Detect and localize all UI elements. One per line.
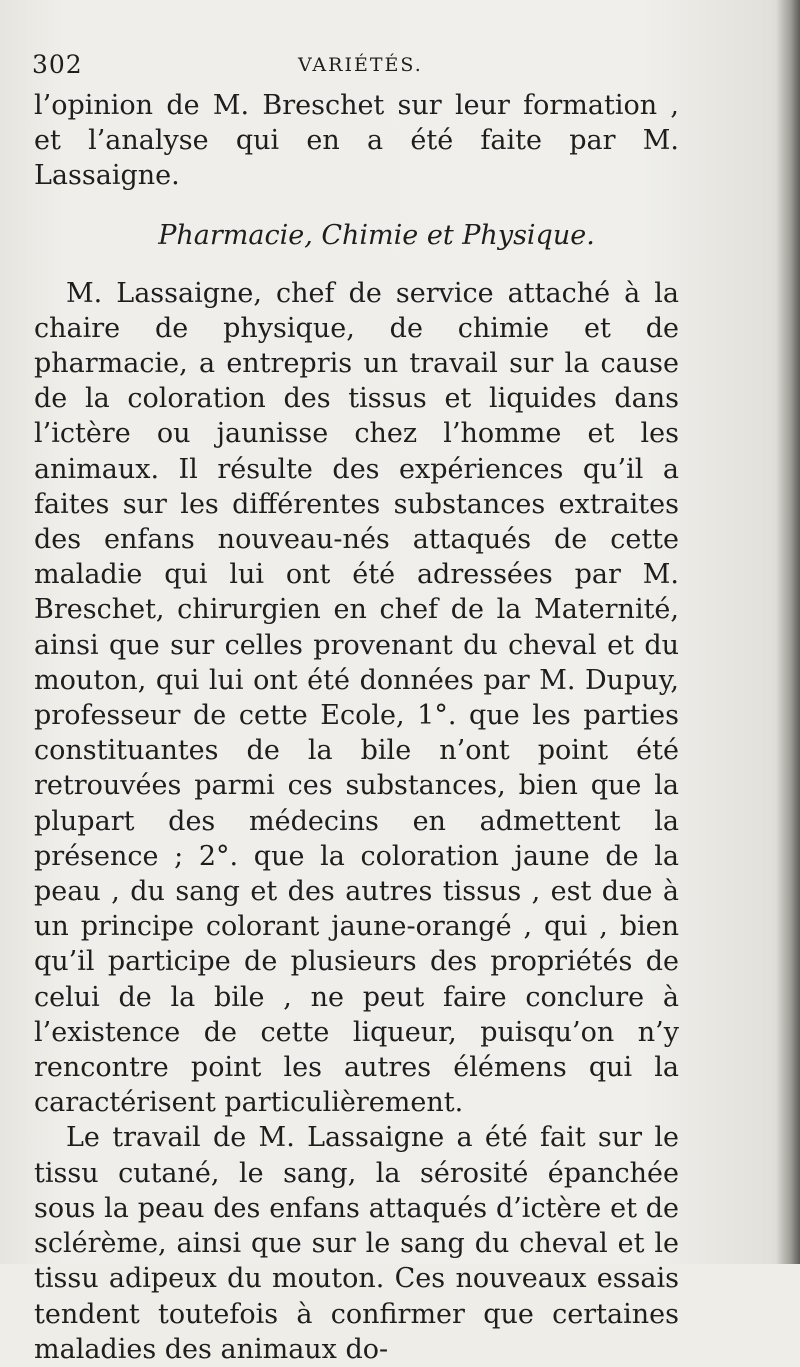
section-title: Pharmacie, Chimie et Physique. bbox=[158, 219, 595, 251]
page-number: 302 bbox=[32, 50, 83, 79]
paragraph-1: M. Lassaigne, chef de service attaché à la chaire de physique, de chimie et de pharmacie, a entrepris un travail sur la cause de la coloration des tissus et liquides dans l’ictère ou jaunisse chez l’homme et les animaux. Il résulte des expériences qu’il a faites sur les différentes substances extraites des enfans nouveau-nés attaqués de cette maladie qui lui ont été adressées par M. Breschet, chirurgien en chef de la Maternité, ainsi que sur celles provenant du cheval et du mouton, qui lui ont été données par M. Dupuy, professeur de cette Ecole, 1°. que les parties constituantes de la bile n’ont point été retrouvées parmi ces substances, bien que la plupart des médecins en admettent la présence ; 2°. que la coloration jaune de la peau , du sang et des autres tissus , est due à un principe colorant jaune-orangé , qui , bien qu’il participe de plusieurs des propriétés de celui de la bile , ne peut faire conclure à l’existence de cette liqueur, puisqu’on n’y rencontre point les autres élémens qui la caractérisent particulièrement. bbox=[34, 277, 679, 1119]
body-text bbox=[34, 88, 679, 1367]
page-spine-shadow bbox=[776, 0, 800, 1264]
running-head: VARIÉTÉS. bbox=[298, 54, 423, 76]
carryover-paragraph: l’opinion de M. Breschet sur leur formation , et l’analyse qui en a été faite par M. Lassaigne. bbox=[34, 90, 679, 192]
paragraph-2: Le travail de M. Lassaigne a été fait sur le tissu cutané, le sang, la sérosité épanchée sous la peau des enfans attaqués d’ictère et de sclérème, ainsi que sur le sang du cheval et le tissu adipeux du mouton. Ces nouveaux essais tendent toutefois à confirmer que certaines maladies des animaux do- bbox=[34, 1122, 679, 1365]
page-header bbox=[32, 50, 692, 86]
